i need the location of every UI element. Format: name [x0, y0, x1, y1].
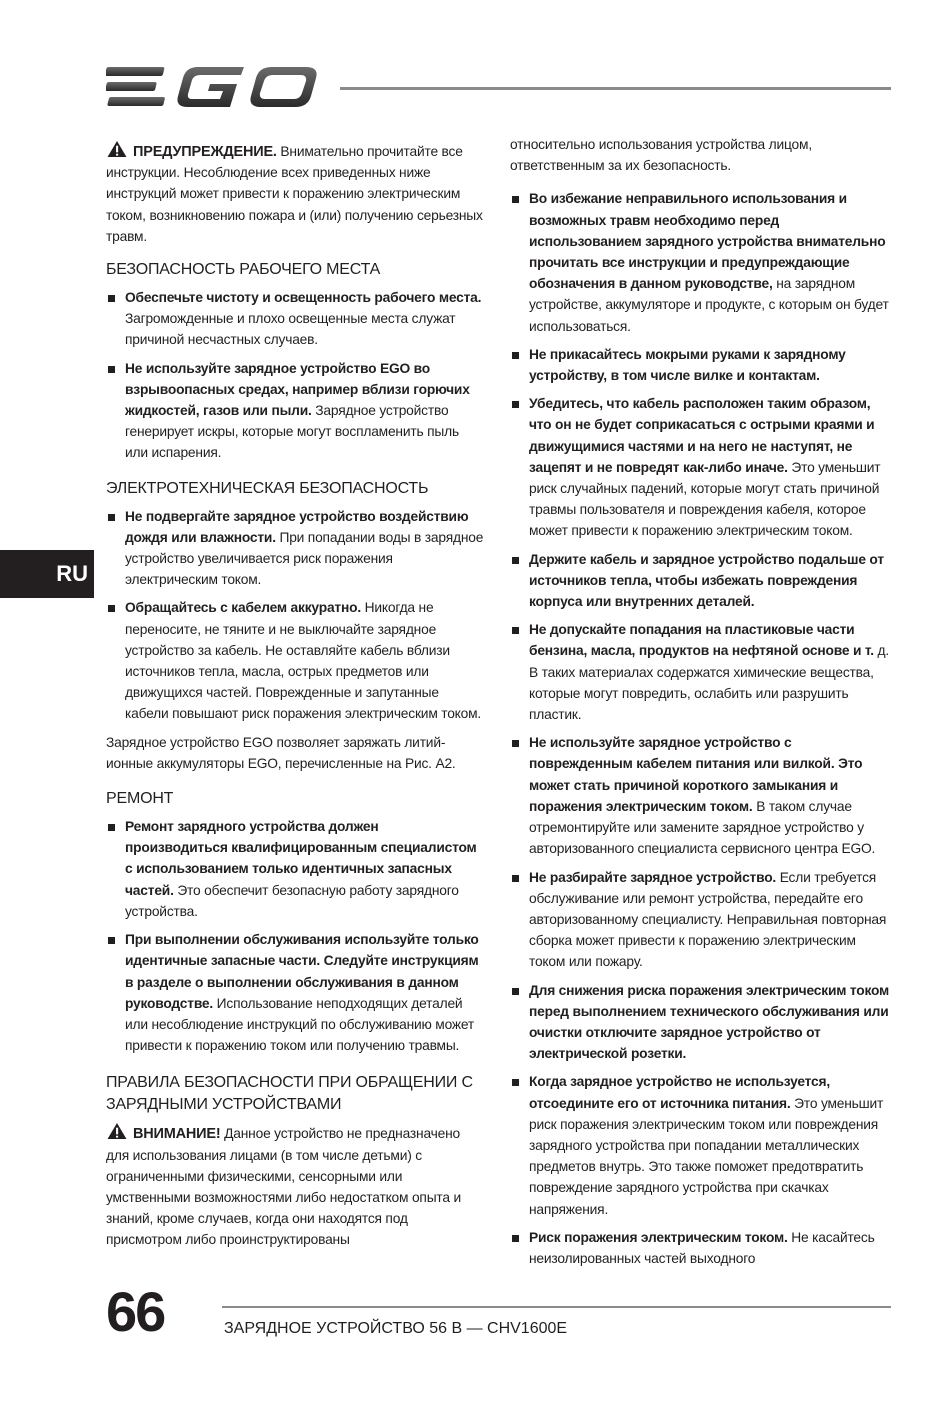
attention-lead: ВНИМАНИЕ!	[133, 1126, 221, 1143]
ego-logo	[106, 62, 320, 112]
item-text: При попадании воды в зарядное устройство увеличивается риск поражения электрическим током.	[125, 529, 484, 588]
item-bold: Обеспечьте чистоту и освещенность рабочего места.	[125, 290, 482, 306]
item-bold: Во избежание неправильного использования и возможных травм необходимо перед использованием зарядного устройства внимательно прочитать все инструкции и предупреждающие обозначения в данном руководстве,	[529, 191, 886, 292]
attention-paragraph	[106, 1122, 484, 1250]
list-item	[510, 980, 892, 1065]
list-item	[510, 344, 892, 386]
warning-text: Внимательно прочитайте все инструкции. Несоблюдение всех приведенных ниже инструкций может привести к поражению электрическим током, возникновению пожара и (или) получению серьезных травм.	[106, 144, 483, 244]
item-text: Загроможденные и плохо освещенные места служат причиной несчастных случаев.	[125, 311, 456, 348]
item-bold: Не разбирайте зарядное устройство.	[529, 869, 777, 885]
list-item	[510, 393, 892, 541]
item-text: Зарядное устройство генерирует искры, которые могут воспламенить пыль или испарения.	[125, 403, 459, 461]
item-bold: Риск поражения электрическим током.	[529, 1229, 788, 1245]
item-bold: Не прикасайтесь мокрыми руками к зарядному устройству, в том числе вилке и контактам.	[529, 346, 846, 384]
item-bold: Держите кабель и зарядное устройство подальше от источников тепла, чтобы избежать повреждения корпуса или внутренних деталей.	[529, 551, 884, 610]
warning-triangle-icon	[106, 1122, 128, 1140]
charger-rules-title: ПРАВИЛА БЕЗОПАСНОСТИ ПРИ ОБРАЩЕНИИ С ЗАРЯДНЫМИ УСТРОЙСТВАМИ	[106, 1074, 473, 1114]
charger-rules-list	[510, 188, 892, 1269]
item-text: В таком случае отремонтируйте или замените зарядное устройство у авторизованного специалиста сервисного центра EGO.	[529, 798, 876, 857]
list-item	[106, 816, 484, 922]
list-item	[510, 188, 892, 336]
item-text: д. В таких материалах содержатся химические вещества, которые могут повредить, ослабить или разрушить пластик.	[529, 643, 889, 723]
item-text: Не касайтесь неизолированных частей выходного	[529, 1229, 875, 1266]
list-item	[510, 1071, 892, 1219]
list-item	[510, 619, 892, 725]
warning-triangle-icon	[106, 140, 128, 158]
footer-title: ЗАРЯДНОЕ УСТРОЙСТВО 56 В — CHV1600E	[224, 1320, 568, 1337]
item-text: на зарядном устройстве, аккумуляторе и продукте, с которым он будет использоваться.	[529, 276, 889, 334]
right-column	[510, 134, 892, 1276]
list-item	[510, 732, 892, 859]
electrical-list	[106, 506, 484, 725]
repair-title: РЕМОНТ	[106, 790, 174, 808]
list-item	[106, 929, 484, 1056]
language-label: RU	[56, 561, 88, 586]
item-text: Использование неподходящих деталей или несоблюдение инструкций по обслуживанию может привести к поражению током или получению травмы.	[125, 995, 475, 1054]
item-bold: Не используйте зарядное устройство EGO во взрывоопасных средах, например вблизи горючих жидкостей, газов или пыли.	[125, 360, 470, 419]
list-item	[510, 1227, 892, 1269]
list-item	[510, 867, 892, 973]
item-bold: Когда зарядное устройство не используется, отсоедините его от источника питания.	[529, 1074, 830, 1111]
item-text: Это уменьшит риск случайных падений, которые могут стать причиной травмы пользователя и повреждения кабеля, которое может привести к поражению электрическим током.	[529, 459, 881, 539]
workplace-safety-title: БЕЗОПАСНОСТЬ РАБОЧЕГО МЕСТА	[106, 261, 381, 279]
list-item	[106, 597, 484, 724]
list-item	[106, 358, 484, 464]
workplace-list	[106, 287, 484, 464]
item-bold: Ремонт зарядного устройства должен производиться квалифицированным специалистом с использованием только идентичных запасных частей.	[125, 819, 477, 898]
page-number: 66	[106, 1280, 165, 1343]
item-text: Никогда не переносите, не тяните и не выключайте зарядное устройство за кабель. Не оставляйте кабель вблизи источников тепла, масла, острых предметов или движущихся частей. Поврежденные и запутанные кабели повышают риск поражения электрическим током.	[125, 600, 482, 722]
item-bold: При выполнении обслуживания используйте только идентичные запасные части. Следуйте инструкциям в разделе о выполнении обслуживания в данном руководстве.	[125, 932, 479, 1011]
item-bold: Не используйте зарядное устройство с поврежденным кабелем питания или вилкой. Это может стать причиной короткого замыкания и поражения электрическим током.	[529, 735, 863, 814]
attention-text: Данное устройство не предназначено для использования лицами (в том числе детьми) с ограниченными физическими, сенсорными или умственными возможностями либо недостатком опыта и знаний, кроме случаев, когда они находятся под присмотром либо проинструктированы	[106, 1126, 461, 1248]
warning-lead: ПРЕДУПРЕЖДЕНИЕ.	[133, 144, 277, 160]
item-bold: Убедитесь, что кабель расположен таким образом, что он не будет соприкасаться с острыми краями и движущимися частями и на него не наступят, не зацепят и не повредят как-либо иначе.	[529, 396, 875, 475]
item-text: Это уменьшит риск поражения электрическим током или повреждения зарядного устройства при попадании металлических предметов внутрь. Это также поможет предотвратить повреждение зарядного устройства при скачках напряжения.	[529, 1095, 884, 1217]
language-tab	[0, 550, 94, 598]
battery-note: Зарядное устройство EGO позволяет заряжать литий-ионные аккумуляторы EGO, перечисленные на Рис. A2.	[106, 734, 456, 771]
list-item	[106, 506, 484, 591]
electrical-safety-title: ЭЛЕКТРОТЕХНИЧЕСКАЯ БЕЗОПАСНОСТЬ	[106, 479, 429, 497]
item-bold: Для снижения риска поражения электрическим током перед выполнением технического обслуживания или очистки отключите зарядное устройство от электрической розетки.	[529, 982, 890, 1062]
item-text: Это обеспечит безопасную работу зарядного устройства.	[125, 882, 459, 919]
item-bold: Не допускайте попадания на пластиковые части бензина, масла, продуктов на нефтяной основе и т.	[529, 622, 874, 659]
list-item	[510, 549, 892, 613]
list-item	[106, 287, 484, 351]
item-bold: Не подвергайте зарядное устройство воздействию дождя или влажности.	[125, 508, 469, 545]
item-text: Если требуется обслуживание или ремонт устройства, передайте его авторизованному специалисту. Неправильная повторная сборка может привести к поражению электрическим током или пожару.	[529, 869, 887, 970]
left-column	[106, 140, 484, 1251]
repair-list	[106, 816, 484, 1056]
header-rule	[340, 87, 891, 90]
continuation-text: относительно использования устройства лицом, ответственным за их безопасность.	[510, 137, 812, 174]
footer-rule	[222, 1306, 891, 1308]
warning-paragraph	[106, 140, 484, 247]
item-bold: Обращайтесь с кабелем аккуратно.	[125, 600, 361, 616]
